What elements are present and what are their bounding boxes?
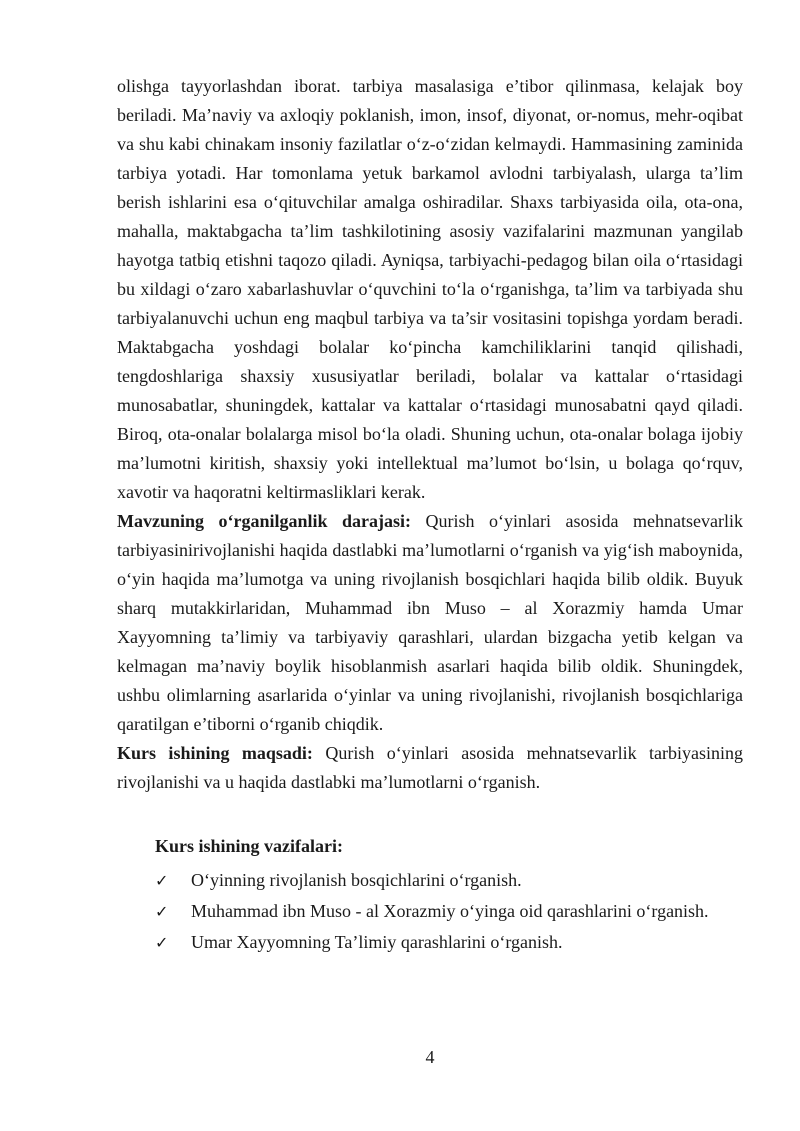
checkmark-icon: ✓ <box>155 871 169 890</box>
list-item <box>155 927 743 958</box>
task-text: Muhammad ibn Muso - al Xorazmiy o‘yinga oid qarashlarini o‘rganish. <box>191 901 709 921</box>
goal-text: Qurish o‘yinlari asosida mehnatsevarlik tarbiyasining rivojlanishi va u haqida dastlabki ma’lumotlarni o‘rganish. <box>117 743 744 792</box>
checkmark-icon: ✓ <box>155 933 169 952</box>
page-body <box>117 72 743 958</box>
study-level-heading: Mavzuning o‘rganilganlik darajasi: <box>117 511 412 531</box>
goal-paragraph <box>117 739 743 797</box>
task-text: Umar Xayyomning Ta’limiy qarashlarini o‘rganish. <box>191 932 563 952</box>
spacer <box>117 797 743 826</box>
intro-paragraph: olishga tayyorlashdan iborat. tarbiya masalasiga e’tibor qilinmasa, kelajak boy beriladi. Ma’naviy va axloqiy poklanish, imon, insof, diyonat, or-nomus, mehr-oqibat va shu kabi chinakam insoniy fazilatlar o‘z-o‘zidan kelmaydi. Hammasining zaminida tarbiya yotadi. Har tomonlama yetuk barkamol avlodni tarbiyalash, ularga ta’lim berish ishlarini esa o‘qituvchilar amalga oshiradilar. Shaxs tarbiyasida oila, ota-ona, mahalla, maktabgacha ta’lim tashkilotining asosiy vazifalarini mazmunan yangilab hayotga tatbiq etishni taqozo qiladi. Ayniqsa, tarbiyachi-pedagog bilan oila o‘rtasidagi bu xildagi o‘zaro xabarlashuvlar o‘quvchini to‘la o‘rganishga, ta’lim va tarbiyada shu tarbiyalanuvchi uchun eng maqbul tarbiya va ta’sir vositasini topishga yordam beradi. Maktabgacha yoshdagi bolalar ko‘pincha kamchiliklarini tanqid qilishadi, tengdoshlariga shaxsiy xususiyatlar beriladi, bolalar va kattalar o‘rtasidagi munosabatlar, shuningdek, kattalar va kattalar o‘rtasidagi munosabatni qayd qiladi. Biroq, ota-onalar bolalarga misol bo‘la oladi. Shuning uchun, ota-onalar bolaga ijobiy ma’lumotni kiritish, shaxsiy yoki intellektual ma’lumot bo‘lsin, u bolaga qo‘rquv, xavotir va haqoratni keltirmasliklari kerak. <box>117 76 743 502</box>
tasks-heading: Kurs ishining vazifalari: <box>155 836 344 856</box>
list-item <box>155 865 743 896</box>
page-number: 4 <box>425 1047 435 1067</box>
checkmark-icon: ✓ <box>155 902 169 921</box>
task-list <box>117 865 743 958</box>
study-level-paragraph <box>117 507 743 739</box>
study-level-text: Qurish o‘yinlari asosida mehnatsevarlik tarbiyasinirivojlanishi haqida dastlabki ma’lumotlarni o‘rganish va yig‘ish maboynida, o‘yin haqida ma’lumotga va uning rivojlanish bosqichlari haqida bilib oldik. Buyuk sharq mutakkirlaridan, Muhammad ibn Muso – al Xorazmiy hamda Umar Xayyomning ta’limiy va tarbiyaviy qarashlari, ulardan bizgacha yetib kelgan va kelmagan ma’naviy boylik hisoblanmish asarlari haqida bilib oldik. Shuningdek, ushbu olimlarning asarlarida o‘yinlar va uning rivojlanishi, rivojlanish bosqichlariga qaratilgan e’tiborni o‘rganib chiqdik. <box>117 511 743 734</box>
goal-heading: Kurs ishining maqsadi: <box>117 743 313 763</box>
task-text: O‘yinning rivojlanish bosqichlarini o‘rganish. <box>191 870 522 890</box>
list-item <box>155 896 743 927</box>
